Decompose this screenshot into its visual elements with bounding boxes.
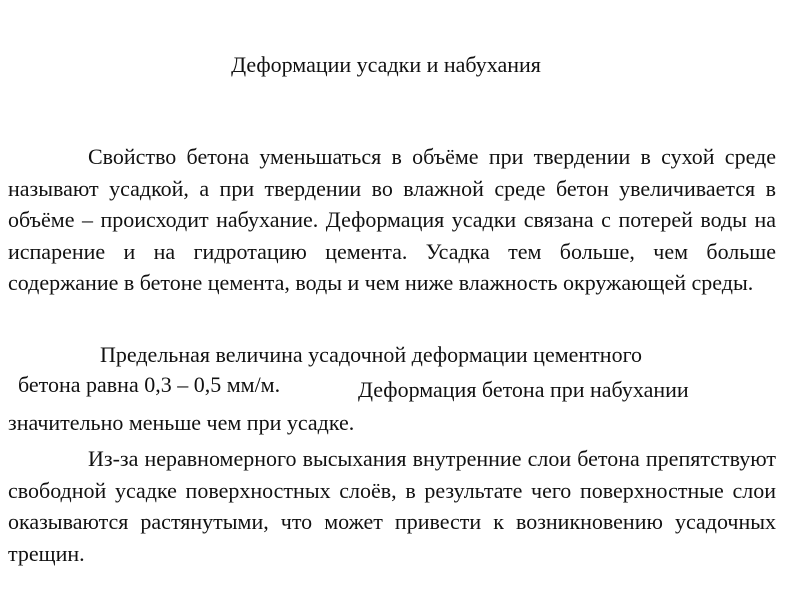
limit-line-4: значительно меньше чем при усадке.	[8, 410, 355, 435]
limit-line-3: Деформация бетона при набухании	[358, 377, 689, 402]
paragraph-uneven-drying: Из-за неравномерного высыхания внутренние слои бетона препятствуют свободной усадке поверхностных слоёв, в результате чего поверхностные слои оказываются растянутыми, что может привести к возникновению усадочных трещин.	[8, 446, 776, 566]
limit-line-1: Предельная величина усадочной деформации цементного	[100, 342, 643, 367]
paragraph-shrinkage-swelling: Свойство бетона уменьшаться в объёме при твердении в сухой среде называют усадкой, а при твердении во влажной среде бетон увеличивается в объёме – происходит набухание. Деформация усадки связана с потерей воды на испарение и на гидротацию цемента. Усадка тем больше, чем больше содержание в бетоне цемента, воды и чем ниже влажность окружающей среды.	[8, 144, 776, 295]
page-title: Деформации усадки и набухания	[231, 52, 541, 77]
limit-line-2: бетона равна 0,3 – 0,5 мм/м.	[18, 372, 281, 397]
